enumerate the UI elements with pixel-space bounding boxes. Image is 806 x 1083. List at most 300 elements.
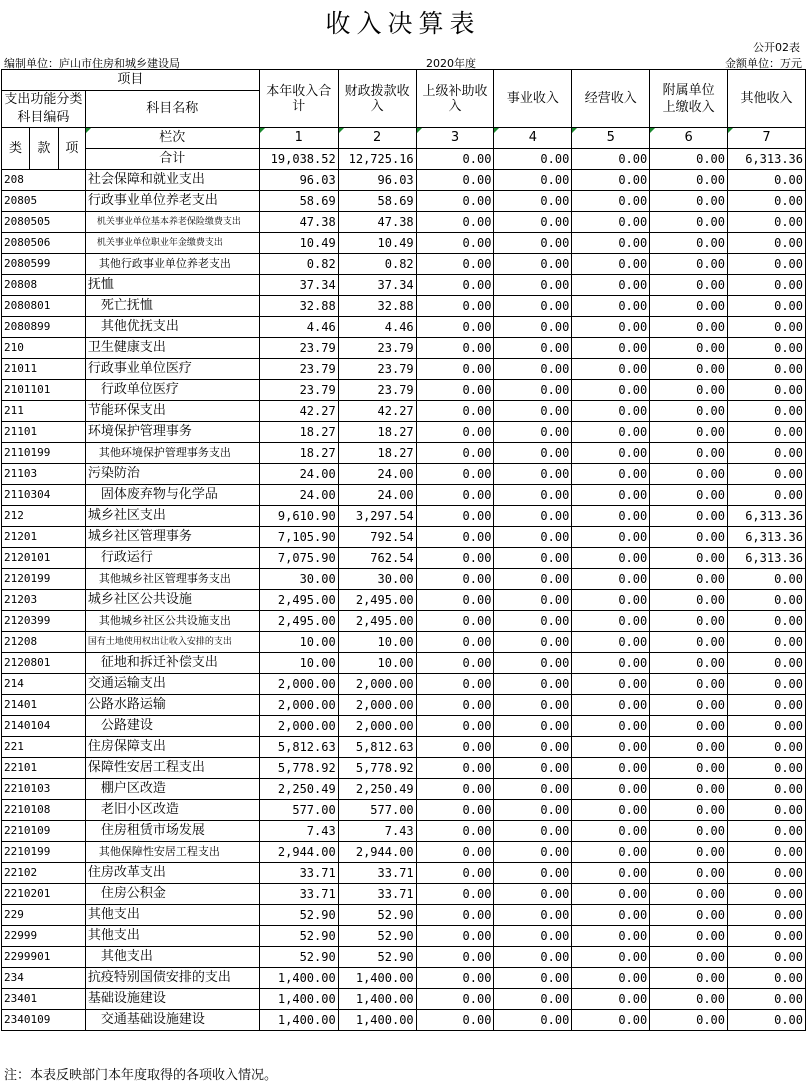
amount-cell: 42.27 — [338, 401, 416, 422]
subject-name: 老旧小区改造 — [85, 800, 259, 821]
header-col-6: 附属单位上缴收入 — [650, 70, 728, 128]
amount-cell: 0.00 — [650, 1010, 728, 1031]
subject-code: 221 — [2, 737, 86, 758]
subject-name: 行政事业单位医疗 — [85, 359, 259, 380]
amount-cell: 0.00 — [416, 233, 494, 254]
amount-cell: 0.00 — [494, 506, 572, 527]
amount-cell: 0.00 — [728, 569, 806, 590]
amount-cell: 0.00 — [494, 191, 572, 212]
amount-cell: 0.00 — [572, 506, 650, 527]
amount-cell: 0.00 — [572, 632, 650, 653]
subject-name: 城乡社区支出 — [85, 506, 259, 527]
amount-cell: 0.00 — [494, 422, 572, 443]
amount-cell: 2,250.49 — [338, 779, 416, 800]
subject-name: 抚恤 — [85, 275, 259, 296]
amount-cell: 0.00 — [650, 233, 728, 254]
amount-cell: 23.79 — [259, 359, 338, 380]
subject-code: 2210103 — [2, 779, 86, 800]
amount-cell: 58.69 — [338, 191, 416, 212]
amount-cell: 5,778.92 — [259, 758, 338, 779]
amount-cell: 0.00 — [650, 191, 728, 212]
subject-code: 21103 — [2, 464, 86, 485]
amount-cell: 1,400.00 — [259, 1010, 338, 1031]
subject-name: 保障性安居工程支出 — [85, 758, 259, 779]
table-row — [2, 716, 806, 737]
subject-name: 交通基础设施建设 — [85, 1010, 259, 1031]
amount-cell: 0.00 — [728, 653, 806, 674]
amount-cell: 0.00 — [416, 695, 494, 716]
table-row — [2, 590, 806, 611]
amount-cell: 23.79 — [338, 359, 416, 380]
amount-cell: 0.00 — [494, 800, 572, 821]
table-row — [2, 233, 806, 254]
column-number: 2 — [338, 128, 416, 149]
subject-code: 22102 — [2, 863, 86, 884]
subject-code: 2120199 — [2, 569, 86, 590]
subject-name: 行政事业单位养老支出 — [85, 191, 259, 212]
amount-cell: 0.00 — [728, 191, 806, 212]
amount-cell: 0.00 — [416, 674, 494, 695]
subject-code: 2140104 — [2, 716, 86, 737]
table-row — [2, 800, 806, 821]
subject-code: 2080505 — [2, 212, 86, 233]
amount-cell: 0.00 — [416, 317, 494, 338]
subject-name: 公路建设 — [85, 716, 259, 737]
amount-cell: 23.79 — [338, 338, 416, 359]
amount-cell: 0.00 — [416, 380, 494, 401]
amount-cell: 0.00 — [494, 863, 572, 884]
subject-code: 2120801 — [2, 653, 86, 674]
amount-cell: 0.00 — [650, 653, 728, 674]
amount-cell: 2,000.00 — [338, 695, 416, 716]
amount-cell: 0.00 — [650, 611, 728, 632]
amount-cell: 0.00 — [728, 317, 806, 338]
amount-cell: 0.00 — [416, 905, 494, 926]
amount-cell: 2,000.00 — [259, 674, 338, 695]
amount-cell: 0.00 — [494, 716, 572, 737]
amount-cell: 18.27 — [338, 422, 416, 443]
amount-cell: 0.82 — [338, 254, 416, 275]
subject-code: 2120101 — [2, 548, 86, 569]
amount-cell: 0.00 — [572, 947, 650, 968]
header-col-7: 其他收入 — [728, 70, 806, 128]
subject-code: 211 — [2, 401, 86, 422]
amount-cell: 0.00 — [728, 737, 806, 758]
amount-cell: 52.90 — [338, 905, 416, 926]
amount-cell: 0.00 — [728, 758, 806, 779]
amount-cell: 0.00 — [416, 527, 494, 548]
column-number: 3 — [416, 128, 494, 149]
table-row — [2, 548, 806, 569]
table-row — [2, 884, 806, 905]
header-xiang: 项 — [58, 128, 85, 170]
amount-cell: 32.88 — [259, 296, 338, 317]
subject-code: 214 — [2, 674, 86, 695]
subject-code: 2210109 — [2, 821, 86, 842]
total-value: 0.00 — [494, 149, 572, 170]
amount-cell: 0.00 — [728, 716, 806, 737]
amount-cell: 0.00 — [494, 212, 572, 233]
amount-cell: 10.49 — [259, 233, 338, 254]
subject-code: 20808 — [2, 275, 86, 296]
subject-code: 21203 — [2, 590, 86, 611]
amount-cell: 0.00 — [728, 884, 806, 905]
amount-cell: 0.00 — [416, 590, 494, 611]
amount-cell: 18.27 — [259, 422, 338, 443]
amount-cell: 52.90 — [259, 926, 338, 947]
amount-cell: 33.71 — [338, 863, 416, 884]
amount-cell: 0.00 — [572, 674, 650, 695]
amount-cell: 0.00 — [572, 233, 650, 254]
amount-cell: 0.00 — [572, 716, 650, 737]
amount-cell: 6,313.36 — [728, 548, 806, 569]
amount-cell: 0.00 — [728, 674, 806, 695]
amount-cell: 0.00 — [650, 842, 728, 863]
table-row — [2, 989, 806, 1010]
amount-cell: 0.00 — [650, 968, 728, 989]
header-lei: 类 — [2, 128, 30, 170]
amount-cell: 0.00 — [650, 527, 728, 548]
amount-cell: 42.27 — [259, 401, 338, 422]
amount-cell: 0.00 — [494, 296, 572, 317]
table-row — [2, 926, 806, 947]
table-row — [2, 254, 806, 275]
column-number: 1 — [259, 128, 338, 149]
amount-cell: 0.00 — [650, 296, 728, 317]
subject-code: 2110199 — [2, 443, 86, 464]
page-title: 收入决算表 — [325, 9, 481, 38]
amount-cell: 0.00 — [416, 338, 494, 359]
amount-cell: 0.00 — [650, 695, 728, 716]
amount-cell: 0.00 — [572, 905, 650, 926]
amount-cell: 0.00 — [572, 485, 650, 506]
table-row — [2, 737, 806, 758]
amount-cell: 0.00 — [494, 989, 572, 1010]
amount-cell: 0.00 — [572, 737, 650, 758]
amount-cell: 0.00 — [494, 968, 572, 989]
header-col-2: 财政拨款收入 — [338, 70, 416, 128]
subject-code: 208 — [2, 170, 86, 191]
amount-cell: 52.90 — [338, 947, 416, 968]
amount-cell: 2,495.00 — [338, 611, 416, 632]
amount-cell: 0.00 — [416, 653, 494, 674]
amount-cell: 5,812.63 — [338, 737, 416, 758]
amount-cell: 0.00 — [494, 443, 572, 464]
amount-cell: 0.00 — [650, 317, 728, 338]
amount-cell: 0.00 — [494, 254, 572, 275]
amount-cell: 33.71 — [259, 884, 338, 905]
amount-cell: 1,400.00 — [338, 1010, 416, 1031]
amount-cell: 0.00 — [494, 233, 572, 254]
amount-cell: 0.00 — [494, 947, 572, 968]
amount-cell: 0.00 — [572, 611, 650, 632]
amount-cell: 0.00 — [572, 212, 650, 233]
amount-cell: 0.00 — [572, 401, 650, 422]
amount-cell: 0.00 — [728, 695, 806, 716]
table-row — [2, 485, 806, 506]
amount-cell: 0.00 — [416, 548, 494, 569]
amount-cell: 0.00 — [728, 779, 806, 800]
amount-cell: 0.00 — [416, 296, 494, 317]
header-col-5: 经营收入 — [572, 70, 650, 128]
amount-cell: 0.00 — [650, 800, 728, 821]
income-table — [1, 69, 806, 1031]
table-row — [2, 443, 806, 464]
total-value: 0.00 — [650, 149, 728, 170]
subject-code: 2210201 — [2, 884, 86, 905]
amount-cell: 0.00 — [494, 380, 572, 401]
subject-code: 20805 — [2, 191, 86, 212]
subject-name: 行政单位医疗 — [85, 380, 259, 401]
subject-code: 210 — [2, 338, 86, 359]
table-row — [2, 779, 806, 800]
amount-cell: 0.00 — [572, 926, 650, 947]
amount-cell: 0.00 — [728, 233, 806, 254]
table-row — [2, 506, 806, 527]
amount-cell: 0.00 — [572, 842, 650, 863]
subject-code: 2080801 — [2, 296, 86, 317]
amount-cell: 0.00 — [728, 821, 806, 842]
amount-cell: 0.00 — [572, 968, 650, 989]
amount-cell: 0.00 — [650, 506, 728, 527]
amount-cell: 0.82 — [259, 254, 338, 275]
subject-name: 其他环境保护管理事务支出 — [85, 443, 259, 464]
amount-cell: 0.00 — [728, 443, 806, 464]
total-value: 0.00 — [572, 149, 650, 170]
column-index-row — [2, 128, 806, 149]
amount-cell: 0.00 — [572, 317, 650, 338]
subject-name: 征地和拆迁补偿支出 — [85, 653, 259, 674]
amount-cell: 0.00 — [494, 1010, 572, 1031]
amount-cell: 0.00 — [416, 779, 494, 800]
amount-cell: 0.00 — [416, 1010, 494, 1031]
amount-cell: 0.00 — [728, 926, 806, 947]
total-value: 19,038.52 — [259, 149, 338, 170]
amount-cell: 52.90 — [259, 905, 338, 926]
table-row — [2, 170, 806, 191]
amount-cell: 0.00 — [650, 737, 728, 758]
amount-cell: 18.27 — [259, 443, 338, 464]
amount-cell: 10.49 — [338, 233, 416, 254]
amount-cell: 0.00 — [650, 275, 728, 296]
amount-cell: 24.00 — [259, 485, 338, 506]
table-row — [2, 296, 806, 317]
amount-cell: 0.00 — [416, 464, 494, 485]
unit-label: 金额单位：万元 — [725, 57, 802, 70]
subject-code: 2299901 — [2, 947, 86, 968]
amount-cell: 0.00 — [572, 254, 650, 275]
table-row — [2, 863, 806, 884]
amount-cell: 0.00 — [650, 422, 728, 443]
amount-cell: 4.46 — [338, 317, 416, 338]
amount-cell: 0.00 — [728, 464, 806, 485]
amount-cell: 0.00 — [416, 443, 494, 464]
subject-code: 2080899 — [2, 317, 86, 338]
amount-cell: 0.00 — [494, 317, 572, 338]
amount-cell: 0.00 — [572, 569, 650, 590]
amount-cell: 7.43 — [259, 821, 338, 842]
amount-cell: 0.00 — [416, 737, 494, 758]
amount-cell: 0.00 — [494, 590, 572, 611]
table-row — [2, 212, 806, 233]
amount-cell: 2,250.49 — [259, 779, 338, 800]
form-code: 公开02表 — [753, 41, 800, 54]
subject-code: 2340109 — [2, 1010, 86, 1031]
total-value: 6,313.36 — [728, 149, 806, 170]
amount-cell: 0.00 — [650, 884, 728, 905]
amount-cell: 0.00 — [728, 863, 806, 884]
amount-cell: 0.00 — [728, 632, 806, 653]
table-row — [2, 611, 806, 632]
amount-cell: 0.00 — [494, 821, 572, 842]
table-row — [2, 1010, 806, 1031]
subject-name: 城乡社区公共设施 — [85, 590, 259, 611]
amount-cell: 18.27 — [338, 443, 416, 464]
table-row — [2, 527, 806, 548]
amount-cell: 7,105.90 — [259, 527, 338, 548]
subject-code: 234 — [2, 968, 86, 989]
amount-cell: 577.00 — [338, 800, 416, 821]
amount-cell: 0.00 — [650, 170, 728, 191]
amount-cell: 0.00 — [416, 947, 494, 968]
amount-cell: 0.00 — [416, 506, 494, 527]
amount-cell: 0.00 — [728, 968, 806, 989]
amount-cell: 0.00 — [650, 464, 728, 485]
amount-cell: 2,495.00 — [259, 590, 338, 611]
table-row — [2, 653, 806, 674]
subject-code: 2101101 — [2, 380, 86, 401]
subject-name: 住房公积金 — [85, 884, 259, 905]
amount-cell: 0.00 — [572, 884, 650, 905]
amount-cell: 2,000.00 — [259, 695, 338, 716]
subject-name: 住房保障支出 — [85, 737, 259, 758]
column-index-label: 栏次 — [85, 128, 259, 149]
column-number: 6 — [650, 128, 728, 149]
amount-cell: 0.00 — [650, 548, 728, 569]
subject-name: 其他城乡社区公共设施支出 — [85, 611, 259, 632]
amount-cell: 0.00 — [728, 611, 806, 632]
amount-cell: 0.00 — [572, 695, 650, 716]
subject-code: 21201 — [2, 527, 86, 548]
amount-cell: 0.00 — [416, 800, 494, 821]
year-label: 2020年度 — [426, 57, 476, 70]
subject-name: 城乡社区管理事务 — [85, 527, 259, 548]
amount-cell: 24.00 — [259, 464, 338, 485]
subject-code: 2110304 — [2, 485, 86, 506]
amount-cell: 0.00 — [728, 947, 806, 968]
table-row — [2, 842, 806, 863]
amount-cell: 6,313.36 — [728, 527, 806, 548]
amount-cell: 0.00 — [416, 989, 494, 1010]
subject-code: 21101 — [2, 422, 86, 443]
amount-cell: 58.69 — [259, 191, 338, 212]
amount-cell: 52.90 — [259, 947, 338, 968]
amount-cell: 0.00 — [416, 716, 494, 737]
amount-cell: 0.00 — [728, 1010, 806, 1031]
subject-name: 行政运行 — [85, 548, 259, 569]
amount-cell: 0.00 — [416, 611, 494, 632]
amount-cell: 0.00 — [494, 527, 572, 548]
amount-cell: 0.00 — [572, 380, 650, 401]
table-row — [2, 569, 806, 590]
amount-cell: 1,400.00 — [259, 989, 338, 1010]
amount-cell: 0.00 — [494, 737, 572, 758]
amount-cell: 0.00 — [416, 485, 494, 506]
amount-cell: 0.00 — [728, 401, 806, 422]
amount-cell: 0.00 — [650, 401, 728, 422]
subject-name: 其他保障性安居工程支出 — [85, 842, 259, 863]
amount-cell: 0.00 — [572, 590, 650, 611]
subject-name: 其他支出 — [85, 926, 259, 947]
amount-cell: 4.46 — [259, 317, 338, 338]
amount-cell: 0.00 — [650, 863, 728, 884]
column-number: 4 — [494, 128, 572, 149]
amount-cell: 32.88 — [338, 296, 416, 317]
amount-cell: 0.00 — [494, 905, 572, 926]
amount-cell: 0.00 — [416, 821, 494, 842]
amount-cell: 10.00 — [259, 653, 338, 674]
amount-cell: 0.00 — [416, 926, 494, 947]
amount-cell: 10.00 — [338, 632, 416, 653]
subject-name: 公路水路运输 — [85, 695, 259, 716]
amount-cell: 792.54 — [338, 527, 416, 548]
subject-code: 22999 — [2, 926, 86, 947]
amount-cell: 2,000.00 — [338, 716, 416, 737]
amount-cell: 52.90 — [338, 926, 416, 947]
amount-cell: 0.00 — [494, 485, 572, 506]
amount-cell: 0.00 — [494, 548, 572, 569]
amount-cell: 0.00 — [650, 779, 728, 800]
table-row — [2, 632, 806, 653]
amount-cell: 0.00 — [728, 590, 806, 611]
amount-cell: 0.00 — [650, 758, 728, 779]
table-row — [2, 422, 806, 443]
amount-cell: 0.00 — [728, 338, 806, 359]
amount-cell: 96.03 — [338, 170, 416, 191]
amount-cell: 0.00 — [572, 464, 650, 485]
header-col-4: 事业收入 — [494, 70, 572, 128]
amount-cell: 0.00 — [650, 590, 728, 611]
amount-cell: 3,297.54 — [338, 506, 416, 527]
amount-cell: 10.00 — [259, 632, 338, 653]
table-row — [2, 674, 806, 695]
table-row — [2, 695, 806, 716]
amount-cell: 7.43 — [338, 821, 416, 842]
amount-cell: 33.71 — [338, 884, 416, 905]
amount-cell: 0.00 — [650, 926, 728, 947]
amount-cell: 23.79 — [338, 380, 416, 401]
org-label: 编制单位：庐山市住房和城乡建设局 — [4, 57, 180, 70]
amount-cell: 0.00 — [728, 359, 806, 380]
amount-cell: 47.38 — [338, 212, 416, 233]
subject-code: 212 — [2, 506, 86, 527]
amount-cell: 0.00 — [572, 758, 650, 779]
subject-name: 社会保障和就业支出 — [85, 170, 259, 191]
amount-cell: 0.00 — [416, 170, 494, 191]
subject-code: 2210108 — [2, 800, 86, 821]
amount-cell: 0.00 — [572, 443, 650, 464]
amount-cell: 0.00 — [650, 716, 728, 737]
subject-name: 其他优抚支出 — [85, 317, 259, 338]
amount-cell: 0.00 — [572, 359, 650, 380]
amount-cell: 2,000.00 — [259, 716, 338, 737]
amount-cell: 24.00 — [338, 464, 416, 485]
header-subject-name: 科目名称 — [85, 91, 259, 128]
table-row — [2, 380, 806, 401]
amount-cell: 2,000.00 — [338, 674, 416, 695]
amount-cell: 5,778.92 — [338, 758, 416, 779]
table-row — [2, 317, 806, 338]
